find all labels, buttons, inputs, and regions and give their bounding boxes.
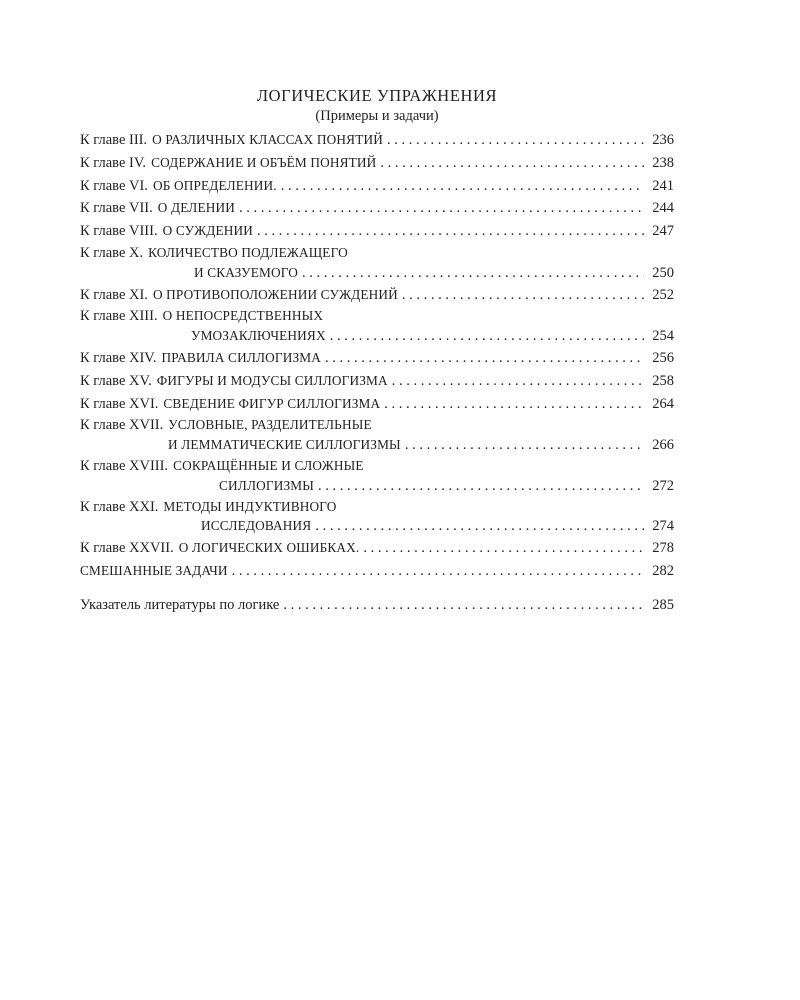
dot-leader [392, 370, 644, 393]
toc-page-number: 244 [652, 200, 674, 217]
toc-entry-title: О РАЗЛИЧНЫХ КЛАССАХ ПОНЯТИЙ [152, 132, 383, 147]
dot-leader [232, 560, 644, 583]
toc-entry[interactable] [80, 197, 674, 220]
toc-entry-title: ИССЛЕДОВАНИЯ [201, 518, 312, 534]
toc-entry[interactable] [80, 393, 674, 416]
dot-leader [384, 393, 644, 416]
dot-leader [281, 175, 644, 198]
toc-chapter-label: К главе XXVII. [80, 540, 174, 557]
toc-page-number: 272 [652, 477, 674, 494]
toc-line [80, 560, 674, 583]
toc-page-number: 247 [652, 223, 674, 240]
toc-page-number: 258 [652, 372, 674, 389]
toc-entry[interactable] [80, 243, 674, 284]
toc-line [80, 415, 674, 435]
toc-chapter-label: К главе XXI. [80, 498, 159, 515]
toc-line [80, 476, 674, 497]
toc-chapter-label: К главе III. [80, 132, 148, 148]
toc-entry-title: О НЕПОСРЕДСТВЕННЫХ [162, 308, 324, 324]
dot-leader [330, 326, 644, 347]
toc-line [80, 263, 674, 284]
toc-line [80, 220, 674, 243]
section-title: ЛОГИЧЕСКИЕ УПРАЖНЕНИЯ [256, 86, 498, 105]
toc-line [80, 370, 674, 393]
dot-leader [302, 263, 644, 284]
toc-chapter-label: К главе XVI. [80, 395, 159, 412]
dot-leader [239, 197, 644, 220]
toc-entry[interactable] [80, 456, 674, 497]
toc-chapter-label: К главе VI. [80, 177, 148, 194]
toc-entry-title: О ПРОТИВОПОЛОЖЕНИИ СУЖДЕНИЙ [152, 286, 398, 302]
toc-page-number: 266 [652, 437, 674, 454]
toc-line [80, 197, 674, 220]
dot-leader [315, 516, 644, 537]
toc-chapter-label: К главе VIII. [80, 223, 158, 240]
toc-line [80, 393, 674, 416]
toc-entry-title: Указатель литературы по логике [80, 596, 280, 613]
toc-chapter-label: К главе XVIII. [80, 457, 169, 474]
toc-entry-title: ПРАВИЛА СИЛЛОГИЗМА [161, 349, 322, 365]
toc-chapter-label: К главе IV. [80, 154, 147, 171]
toc-entry[interactable] [80, 284, 674, 307]
toc-entry[interactable] [80, 497, 674, 538]
toc-page-number: 264 [652, 395, 674, 412]
toc-entry-title: УМОЗАКЛЮЧЕНИЯХ [191, 328, 326, 344]
dot-leader [363, 537, 644, 560]
toc-entry-title: И ЛЕММАТИЧЕСКИЕ СИЛЛОГИЗМЫ [168, 437, 401, 453]
dot-leader [325, 347, 644, 370]
toc-entry-title: МЕТОДЫ ИНДУКТИВНОГО [163, 498, 337, 514]
toc-entry[interactable] [80, 129, 674, 152]
toc-page-number: 238 [652, 154, 674, 171]
toc-line [80, 152, 674, 175]
toc-chapter-label: К главе XVII. [80, 417, 164, 434]
toc-entry-title: И СКАЗУЕМОГО [194, 264, 298, 280]
toc-page-number: 250 [652, 264, 674, 281]
dot-leader [405, 435, 644, 456]
toc-entry[interactable] [80, 175, 674, 198]
toc-page-number: 285 [652, 596, 674, 613]
toc-line [80, 497, 674, 517]
toc-entry[interactable] [80, 220, 674, 243]
toc-line [80, 516, 674, 537]
dot-leader [402, 284, 644, 307]
toc-entry[interactable] [80, 306, 674, 347]
toc-page [80, 86, 674, 617]
toc-chapter-label: К главе X. [80, 244, 144, 261]
toc-entry-title: УСЛОВНЫЕ, РАЗДЕЛИТЕЛЬНЫЕ [168, 417, 372, 433]
toc-line [80, 284, 674, 307]
toc-entry-title: О ЛОГИЧЕСКИХ ОШИБКАХ. [178, 540, 360, 556]
dot-leader [283, 594, 644, 617]
dot-leader [257, 220, 644, 243]
toc-line [80, 435, 674, 456]
toc-entry-title: СОКРАЩЁННЫЕ И СЛОЖНЫЕ [173, 457, 364, 473]
toc-line [80, 129, 674, 152]
toc-entry[interactable] [80, 560, 674, 583]
toc-line [80, 243, 674, 263]
table-of-contents [80, 129, 674, 583]
toc-line [80, 456, 674, 476]
toc-entry-title: ОБ ОПРЕДЕЛЕНИИ. [152, 177, 277, 193]
toc-entry-title: О СУЖДЕНИИ [162, 223, 254, 239]
toc-entry-title: СМЕШАННЫЕ ЗАДАЧИ [80, 562, 228, 578]
toc-line [80, 175, 674, 198]
toc-entry-title: ФИГУРЫ И МОДУСЫ СИЛЛОГИЗМА [156, 372, 388, 388]
toc-line [80, 306, 674, 326]
toc-chapter-label: К главе XV. [80, 372, 152, 389]
dot-leader [318, 476, 644, 497]
spacer [80, 583, 674, 594]
toc-entry[interactable] [80, 347, 674, 370]
dot-leader [380, 152, 644, 175]
toc-entry-title: СИЛЛОГИЗМЫ [219, 477, 314, 493]
toc-entry[interactable] [80, 415, 674, 456]
toc-line [80, 347, 674, 370]
toc-entry[interactable] [80, 370, 674, 393]
toc-chapter-label: К главе XI. [80, 286, 148, 303]
toc-page-number: 282 [652, 562, 674, 579]
toc-page-number: 241 [652, 177, 674, 194]
toc-page-number: 278 [652, 540, 674, 557]
toc-chapter-label: К главе XIII. [80, 308, 158, 325]
toc-entry[interactable] [80, 152, 674, 175]
toc-page-number: 256 [652, 349, 674, 366]
toc-entry-title: КОЛИЧЕСТВО ПОДЛЕЖАЩЕГО [148, 244, 348, 260]
section-subtitle: (Примеры и задачи) [315, 108, 439, 124]
toc-line [80, 537, 674, 560]
toc-page-number: 252 [652, 286, 674, 303]
toc-page-number: 274 [652, 518, 674, 535]
toc-page-number: 254 [652, 328, 674, 345]
toc-entry-bibliography[interactable] [80, 594, 674, 617]
toc-entry-title: СВЕДЕНИЕ ФИГУР СИЛЛОГИЗМА [163, 395, 381, 411]
toc-entry[interactable] [80, 537, 674, 560]
toc-entry-title: СОДЕРЖАНИЕ И ОБЪЁМ ПОНЯТИЙ [151, 154, 377, 170]
toc-entry-title: О ДЕЛЕНИИ [157, 200, 236, 216]
toc-chapter-label: К главе VII. [80, 200, 153, 217]
toc-line [80, 326, 674, 347]
dot-leader [387, 129, 644, 152]
toc-page-number: 236 [652, 132, 674, 148]
toc-chapter-label: К главе XIV. [80, 349, 157, 366]
